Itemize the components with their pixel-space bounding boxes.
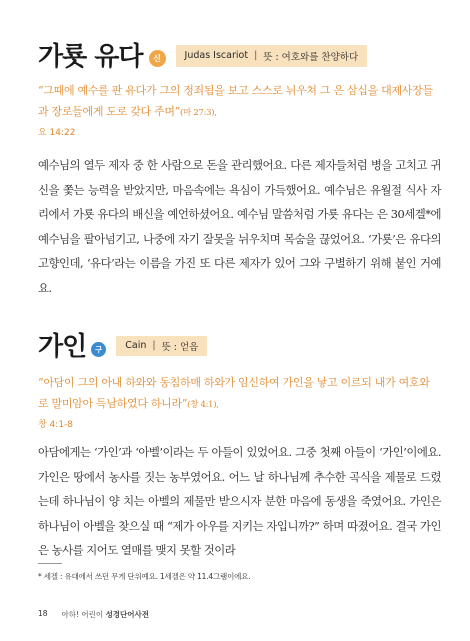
scripture-quote	[38, 372, 438, 416]
related-reference: 창 4:1-8	[38, 420, 74, 430]
scripture-quote	[38, 80, 438, 124]
book-title	[62, 609, 150, 620]
name-meaning: 뜻 : 여호와를 찬양하다	[263, 51, 359, 63]
testament-badge: 신	[149, 50, 166, 67]
entry-tagline	[176, 45, 368, 67]
quote-reference: (창 4:1),	[187, 400, 219, 410]
entry-header	[38, 36, 367, 73]
book-title-prefix: 아하! 어린이	[61, 610, 104, 619]
entry-header	[38, 326, 207, 363]
name-meaning: 뜻 : 얻음	[161, 341, 199, 353]
entry-body: 아담에게는 ‘가인’과 ‘아벨’이라는 두 아들이 있었어요. 그중 첫째 아들이 ‘가인’이에요. 가인은 땅에서 농사를 짓는 농부였어요. 어느 날 하나님께 추수한 곡식을 제물로 드렸는데 하나님이 양 치는 아벨의 제물만 받으시자 분한 마음에 동생을 죽였어요. 가인은 하나님이 아벨을 찾으실 때 “제가 아우를 지키는 자입니까?” 하며 따졌어요. 결국 가인은 농사를 지어도 열매를 맺지 못할 것이라	[38, 445, 441, 557]
tagline-separator: |	[254, 50, 258, 61]
footnote-divider	[38, 563, 62, 564]
entry-tagline	[116, 336, 207, 356]
page-footer	[38, 609, 149, 620]
quote-reference: (마 27:3),	[180, 108, 217, 118]
tagline-separator: |	[152, 340, 156, 351]
entry-title: 가인	[38, 332, 87, 362]
quote-text: “아담이 그의 아내 하와와 동침하매 하와가 임신하여 가인을 낳고 이르되 내가 여호와로 말미암아 득남하였다 하니라”	[38, 376, 430, 410]
page-number: 18	[38, 609, 48, 618]
entry-body: 예수님의 열두 제자 중 한 사람으로 돈을 관리했어요. 다른 제자들처럼 병을 고치고 귀신을 쫓는 능력을 받았지만, 마음속에는 욕심이 가득했어요. 예수님은 유월절 식사 자리에서 가룟 유다의 배신을 예언하셨어요. 예수님 말씀처럼 가룟 유다는 은 30세겔*에 예수님을 팔아넘기고, 나중에 자기 잘못을 뉘우치며 목숨을 끊었어요. ‘가룟’은 유다의 고향인데, ‘유다’라는 이름을 가진 또 다른 제자가 있어 그와 구별하기 위해 붙인 거예요.	[38, 158, 441, 295]
footnote: * 세겔 : 유대에서 쓰던 무게 단위예요. 1세겔은 약 11.4그램이에요.	[38, 572, 251, 581]
related-reference: 요 14:22	[38, 128, 76, 138]
testament-badge: 구	[91, 342, 106, 357]
entry-title: 가룟 유다	[38, 42, 143, 72]
english-name: Judas Iscariot	[184, 50, 249, 61]
english-name: Cain	[125, 340, 147, 351]
quote-text: “그때에 예수를 판 유다가 그의 정죄됨을 보고 스스로 뉘우쳐 그 은 삼십을 대제사장들과 장로들에게 도로 갖다 주며”	[38, 84, 433, 118]
book-title-main: 성경단어사전	[105, 610, 150, 619]
